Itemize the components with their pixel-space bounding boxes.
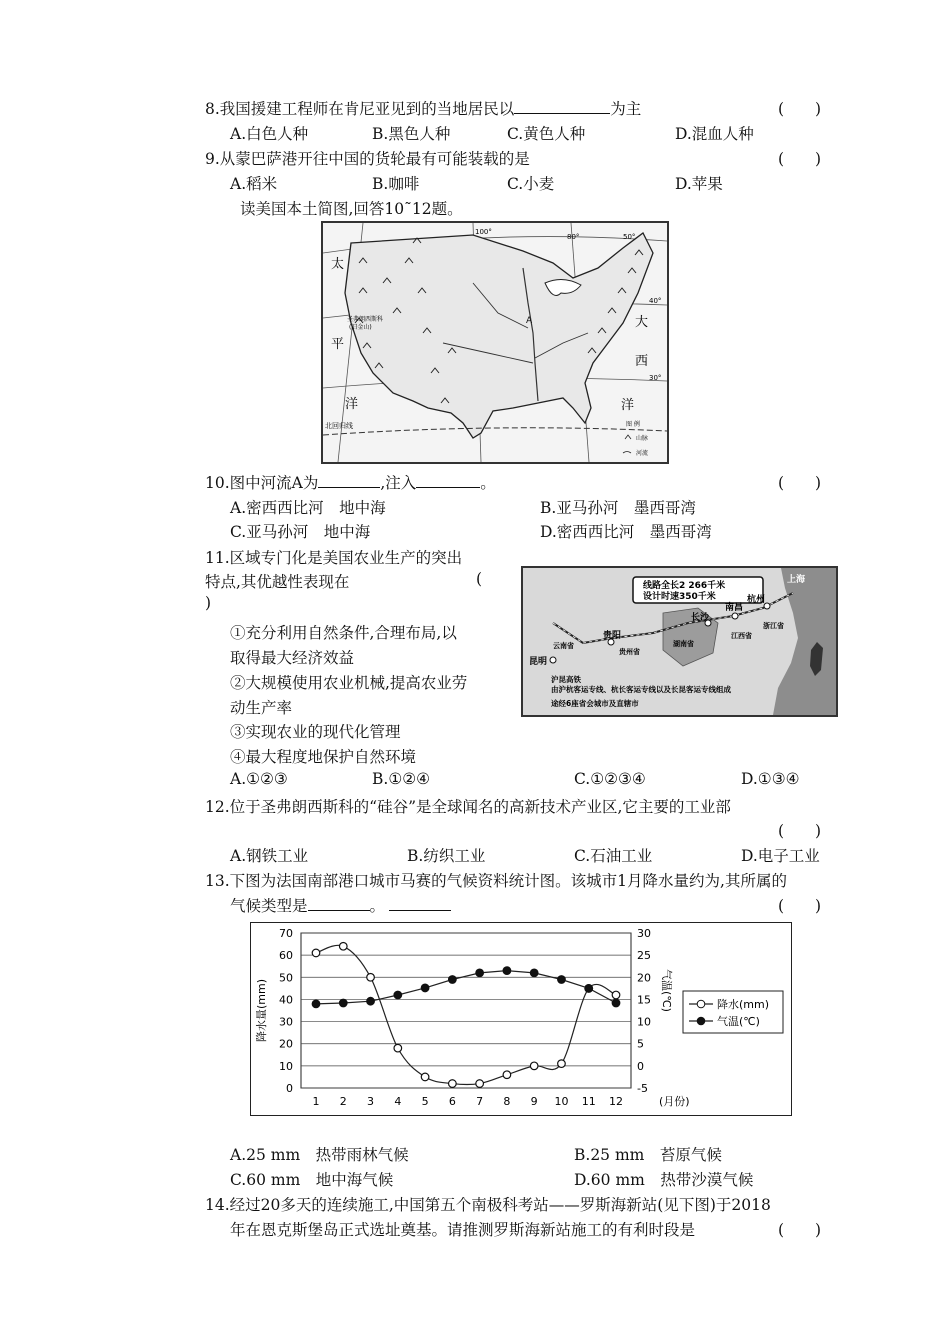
q10-option-d: D.密西西比河 墨西哥湾	[540, 523, 712, 541]
lon-80-label: 80°	[567, 233, 580, 241]
x-tick-label: 3	[367, 1095, 375, 1108]
q11-line1: 11.区域专门化是美国农业生产的突出	[205, 549, 463, 567]
atlantic-label-1: 大	[635, 315, 649, 330]
q9-paren: ( )	[778, 150, 822, 168]
climate-chart	[251, 923, 791, 1115]
nanchang-dot	[732, 613, 738, 619]
plot-area	[301, 933, 631, 1088]
q13-stem: 13.下图为法国南部港口城市马赛的气候资料统计图。该城市1月降水量约为,其所属的	[205, 872, 787, 890]
legend-river: 河流	[636, 450, 649, 457]
q9-option-d: D.苹果	[675, 175, 723, 193]
q13-line2: 气候类型是 。	[230, 894, 451, 916]
atlantic-label-3: 洋	[621, 398, 635, 413]
precip-point	[476, 1080, 484, 1088]
y2-tick-label: 20	[637, 971, 651, 985]
q13-option-a: A.25 mm 热带雨林气候	[230, 1146, 409, 1164]
y-tick-label: 40	[279, 993, 293, 1007]
q10-paren: ( )	[778, 474, 822, 492]
q11-paren-open: (	[476, 570, 483, 588]
temp-point	[558, 976, 566, 984]
tropic-label: 北回归线	[325, 422, 353, 430]
y-tick-label: 60	[279, 949, 293, 963]
city-nanchang: 南昌	[725, 603, 744, 613]
x-tick-label: 1	[312, 1095, 320, 1108]
y-axis-label: 降水量(mm)	[255, 978, 268, 1043]
province-guizhou: 贵州省	[619, 648, 640, 656]
province-jiangxi: 江西省	[731, 632, 752, 640]
province-yunnan: 云南省	[553, 642, 574, 650]
x-tick-label: 4	[394, 1095, 402, 1108]
q11-item-4: ④最大程度地保护自然环境	[230, 748, 417, 766]
pacific-label-1: 太	[331, 257, 345, 272]
q12-option-a: A.钢铁工业	[230, 847, 309, 865]
x-axis-label: (月份)	[659, 1095, 690, 1108]
x-tick-label: 7	[476, 1095, 484, 1108]
q8-option-d: D.混血人种	[675, 125, 754, 143]
y-tick-label: 0	[286, 1082, 293, 1095]
q11-item-2a: ②大规模使用农业机械,提高农业劳	[230, 674, 468, 692]
y-tick-label: 50	[279, 971, 293, 985]
city-hangzhou: 杭州	[747, 595, 766, 605]
route-speed: 设计时速350千米	[643, 592, 716, 602]
q11-option-c: C.①②③④	[574, 770, 646, 788]
q13-option-b: B.25 mm 苔原气候	[574, 1146, 722, 1164]
temp-point	[367, 997, 375, 1005]
q12-option-c: C.石油工业	[574, 847, 653, 865]
intro-10-12: 读美国本土简图,回答10˜12题。	[240, 200, 463, 218]
rail-caption-1: 沪昆高铁	[551, 675, 581, 684]
series-line-1	[316, 945, 616, 1084]
q8-option-c: C.黄色人种	[507, 125, 586, 143]
legend-label: 降水(mm)	[717, 998, 770, 1011]
precip-point	[339, 942, 347, 950]
temp-point	[449, 976, 457, 984]
x-tick-label: 6	[448, 1095, 456, 1108]
answer-blank	[318, 472, 380, 488]
q10-option-c: C.亚马孙河 地中海	[230, 523, 371, 541]
y-tick-label: 20	[279, 1037, 293, 1051]
precip-point	[394, 1044, 402, 1052]
rail-caption-2: 由沪杭客运专线、杭长客运专线以及长昆客运专线组成	[551, 685, 731, 694]
temp-point	[394, 991, 402, 999]
q9-stem: 9.从蒙巴萨港开往中国的货轮最有可能装载的是	[205, 150, 530, 168]
q8-option-a: A.白色人种	[230, 125, 309, 143]
temp-point	[339, 999, 347, 1007]
us-map	[323, 223, 667, 462]
rail-map-figure	[521, 566, 838, 717]
us-map-figure	[321, 221, 669, 464]
city-changsha: 长沙	[691, 613, 710, 623]
q11-item-1a: ①充分利用自然条件,合理布局,以	[230, 624, 457, 642]
x-tick-label: 2	[339, 1095, 347, 1108]
x-tick-label: 10	[554, 1095, 569, 1108]
q12-paren: ( )	[778, 822, 822, 840]
q13-option-d: D.60 mm 热带沙漠气候	[574, 1171, 754, 1189]
atlantic-label-2: 西	[635, 354, 649, 369]
x-tick-label: 9	[530, 1095, 538, 1108]
y-tick-label: 70	[279, 927, 293, 940]
precip-point	[530, 1062, 538, 1070]
legend-marker	[697, 1017, 705, 1025]
pacific-label-2: 平	[331, 337, 345, 352]
q11-option-a: A.①②③	[230, 770, 288, 788]
y2-tick-label: 0	[637, 1059, 644, 1073]
legend-mountain: 山脉	[636, 435, 649, 442]
q11-option-b: B.①②④	[372, 770, 431, 788]
precip-point	[421, 1073, 429, 1081]
temp-point	[503, 967, 511, 975]
precip-point	[503, 1071, 511, 1079]
temp-point	[312, 1000, 320, 1008]
y2-tick-label: 25	[637, 949, 651, 963]
y2-axis-label: 气温(℃)	[660, 969, 673, 1012]
q12-option-b: B.纺织工业	[407, 847, 486, 865]
y2-tick-label: 5	[637, 1037, 644, 1051]
province-zhejiang: 浙江省	[763, 622, 784, 630]
q14-paren: ( )	[778, 1221, 822, 1239]
city-guiyang: 贵阳	[603, 631, 622, 641]
q8-option-b: B.黑色人种	[372, 125, 451, 143]
q13-paren: ( )	[778, 897, 822, 915]
lat-40-label: 40°	[649, 297, 662, 305]
lat-30-label: 30°	[649, 374, 662, 382]
q11-item-3: ③实现农业的现代化管理	[230, 723, 401, 741]
q11-item-1b: 取得最大经济效益	[230, 649, 355, 667]
q8-paren: ( )	[778, 100, 822, 118]
q11-item-2b: 动生产率	[230, 699, 293, 717]
q11-paren-close: )	[205, 594, 212, 612]
san-francisco-alt-label: (旧金山)	[349, 324, 372, 331]
answer-blank	[308, 895, 370, 911]
q10-option-a: A.密西西比河 地中海	[230, 499, 386, 517]
temp-point	[612, 999, 620, 1007]
river-icon	[623, 452, 631, 454]
precip-point	[558, 1060, 566, 1068]
q9-option-b: B.咖啡	[372, 175, 420, 193]
series-line-2	[316, 971, 616, 1004]
q8-stem: 8.我国援建工程师在肯尼亚见到的当地居民以 为主	[205, 100, 642, 118]
y2-tick-label: 10	[637, 1015, 651, 1029]
y-tick-label: 10	[279, 1059, 293, 1073]
y2-tick-label: 15	[637, 993, 651, 1007]
legend-label: 气温(℃)	[717, 1015, 760, 1028]
q9-option-a: A.稻米	[230, 175, 278, 193]
precip-point	[367, 973, 375, 981]
q11-option-d: D.①③④	[741, 770, 800, 788]
temp-point	[421, 984, 429, 992]
answer-blank	[389, 895, 451, 911]
legend-title: 图 例	[626, 421, 640, 428]
y-tick-label: 30	[279, 1015, 293, 1029]
precip-point	[612, 991, 620, 999]
precip-point	[312, 949, 320, 957]
x-tick-label: 12	[609, 1095, 623, 1108]
q12-option-d: D.电子工业	[741, 847, 820, 865]
precip-point	[449, 1080, 457, 1088]
x-tick-label: 8	[503, 1095, 511, 1108]
y2-tick-label: -5	[637, 1082, 648, 1095]
river-a-label: A	[526, 316, 533, 326]
kunming-dot	[550, 657, 556, 663]
q10-stem: 10.图中河流A为 ,注入 。	[205, 474, 496, 492]
q13-option-c: C.60 mm 地中海气候	[230, 1171, 394, 1189]
answer-blank	[416, 472, 480, 488]
lon-100-label: 100°	[475, 228, 492, 236]
route-length: 线路全长2 266千米	[643, 581, 726, 591]
city-shanghai: 上海	[787, 575, 806, 585]
temp-point	[530, 969, 538, 977]
q14-line2: 年在恩克斯堡岛正式选址奠基。请推测罗斯海新站施工的有利时段是	[230, 1221, 696, 1239]
q10-option-b: B.亚马孙河 墨西哥湾	[540, 499, 696, 517]
q12-stem: 12.位于圣弗朗西斯科的“硅谷”是全球闻名的高新技术产业区,它主要的工业部	[205, 798, 731, 816]
q11-line2: 特点,其优越性表现在	[205, 573, 350, 591]
city-kunming: 昆明	[529, 657, 548, 667]
temp-point	[476, 969, 484, 977]
rail-map	[523, 568, 836, 715]
x-tick-label: 5	[421, 1095, 429, 1108]
lat-50-label: 50°	[623, 233, 636, 241]
climate-chart-frame	[250, 922, 792, 1116]
legend-marker	[697, 1000, 705, 1008]
mountain-icon	[625, 435, 631, 439]
q14-line1: 14.经过20多天的连续施工,中国第五个南极科考站——罗斯海新站(见下图)于2018	[205, 1196, 771, 1214]
san-francisco-label: 圣弗朗西斯科	[347, 316, 384, 323]
y2-tick-label: 30	[637, 927, 651, 940]
x-tick-label: 11	[581, 1095, 596, 1108]
answer-blank	[514, 98, 610, 114]
pacific-label-3: 洋	[345, 397, 359, 412]
province-hunan: 湖南省	[673, 640, 694, 648]
q9-option-c: C.小麦	[507, 175, 555, 193]
temp-point	[585, 985, 593, 993]
rail-caption-3: 途经6座省会城市及直辖市	[551, 699, 639, 708]
